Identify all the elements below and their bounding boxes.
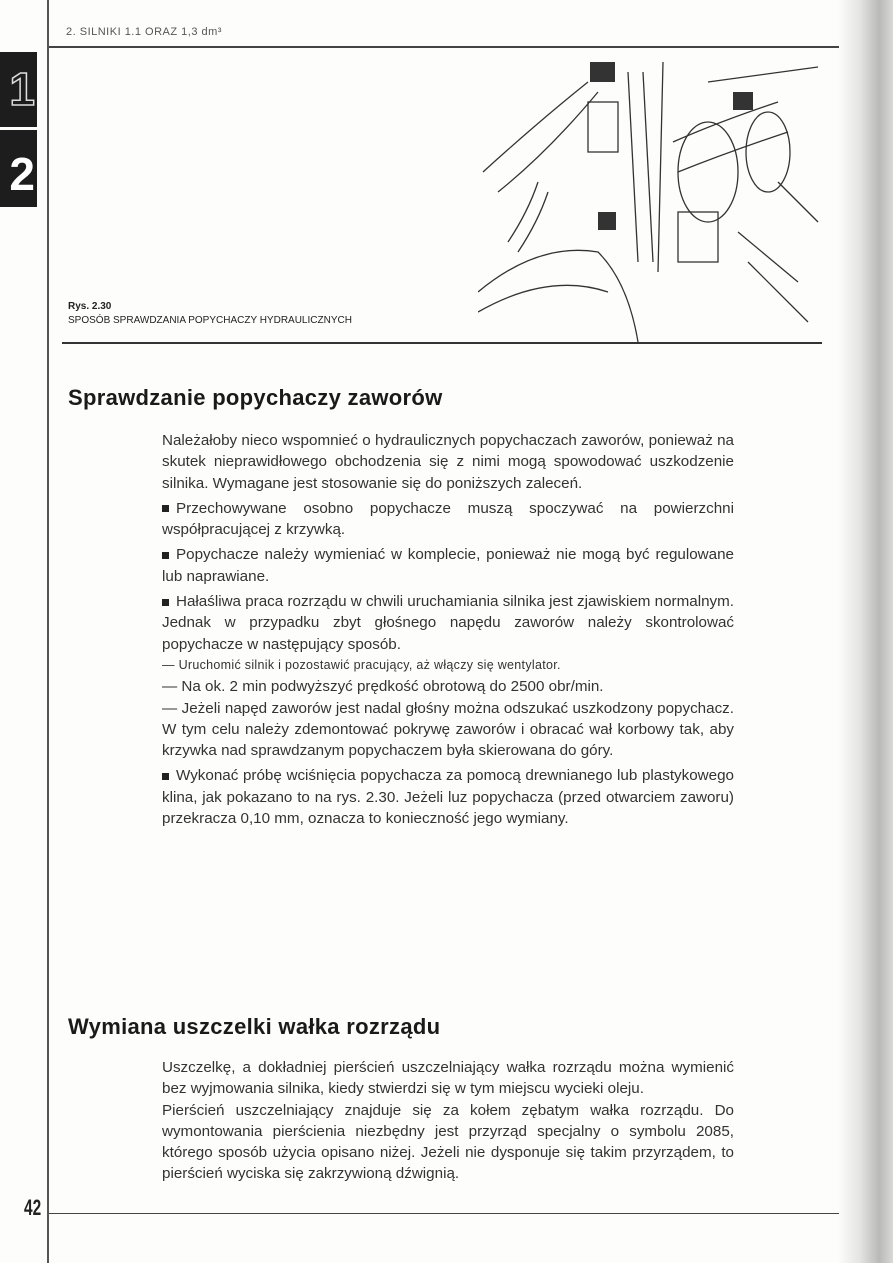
figure-caption [68,300,352,328]
bullet-icon [162,505,169,512]
section-body [162,1057,734,1189]
section-heading: Wymiana uszczelki wałka rozrządu [68,1014,441,1039]
figure-caption-text: SPOSÓB SPRAWDZANIA POPYCHACZY HYDRAULICZNYCH [68,315,352,326]
dash-text: Jeżeli napęd zaworów jest nadal głośny można odszukać uszkodzony popychacz. W tym celu należy zdemontować pokrywę zaworów i obracać wał korbowy tak, aby krzywka nad sprawdzanym popychaczem była skierowana do góry. [162,699,734,760]
paragraph: Należałoby nieco wspomnieć o hydraulicznych popychaczach zaworów, ponieważ na skutek nieprawidłowego obchodzenia się z nimi mogą spowodować uszkodzenie silnika. Wymagane jest stosowanie się do poniższych zaleceń. [162,432,734,492]
bullet-icon [162,552,169,559]
paragraph: Pierścień uszczelniający znajduje się za kołem zębatym wałka rozrządu. Do wymontowania pierścienia niezbędny jest przyrząd specjalny o symbolu 2085, którego sposób użycia opisano niżej. Jeżeli nie dysponuje się takim przyrządem, to pierścień wyciska się zakrzywioną dźwignią. [162,1101,734,1183]
paragraph: Uszczelkę, a dokładniej pierścień uszczelniający wałka rozrządu można wymienić bez wyjmowania silnika, kiedy stwierdzi się w tym miejscu wycieki oleju. [162,1059,734,1098]
dash-item: — Na ok. 2 min podwyższyć prędkość obrotową do 2500 obr/min. [162,678,604,696]
dash-text: Uruchomić silnik i pozostawić pracujący, aż włączy się wentylator. [178,657,561,672]
bullet-text: Popychacze należy wymieniać w komplecie, ponieważ nie mogą być regulowane lub naprawiane. [162,546,734,585]
chapter-tab-2: 2 [0,130,37,207]
dash-item: — Jeżeli napęd zaworów jest nadal głośny można odszukać uszkodzony popychacz. W tym celu należy zdemontować pokrywę zaworów i obracać wał korbowy tak, aby krzywka nad sprawdzanym popychaczem była skierowana do góry. [162,699,734,760]
figure-number: Rys. 2.30 [68,301,112,312]
page-edge-shadow [838,0,893,1263]
running-header: 2. SILNIKI 1.1 ORAZ 1,3 dm³ [66,26,222,38]
margin-rule [47,0,49,1263]
bullet-icon [162,599,169,606]
footer-rule [49,1213,839,1214]
bullet-item [162,591,734,655]
bullet-text: Wykonać próbę wciśnięcia popychacza za pomocą drewnianego lub plastykowego klina, jak pokazano to na rys. 2.30. Jeżeli luz popychacza (przed otwarciem zaworu) przekracza 0,10 mm, oznacza to konieczność jego wymiany. [162,767,734,828]
page-number: 42 [24,1195,42,1220]
dash-item: — Uruchomić silnik i pozostawić pracujący, aż włączy się wentylator. [162,657,561,672]
engine-illustration [478,62,823,347]
caption-rule [62,342,822,344]
dash-text: Na ok. 2 min podwyższyć prędkość obrotową do 2500 obr/min. [181,678,604,696]
bullet-item [162,498,734,541]
bullet-item [162,544,734,587]
bullet-text: Przechowywane osobno popychacze muszą spoczywać na powierzchni współpracującej z krzywką. [162,499,734,539]
bullet-icon [162,773,169,780]
header-rule [49,46,839,48]
bullet-text: Hałaśliwa praca rozrządu w chwili uruchamiania silnika jest zjawiskiem normalnym. Jednak w przypadku zbyt głośnego napędu zaworów należy skontrolować popychacze w następujący sposób. [162,593,734,653]
chapter-tab-1: 1 [0,52,37,127]
section-body [162,430,734,833]
section-heading: Sprawdzanie popychaczy zaworów [68,385,443,410]
bullet-item [162,765,734,829]
